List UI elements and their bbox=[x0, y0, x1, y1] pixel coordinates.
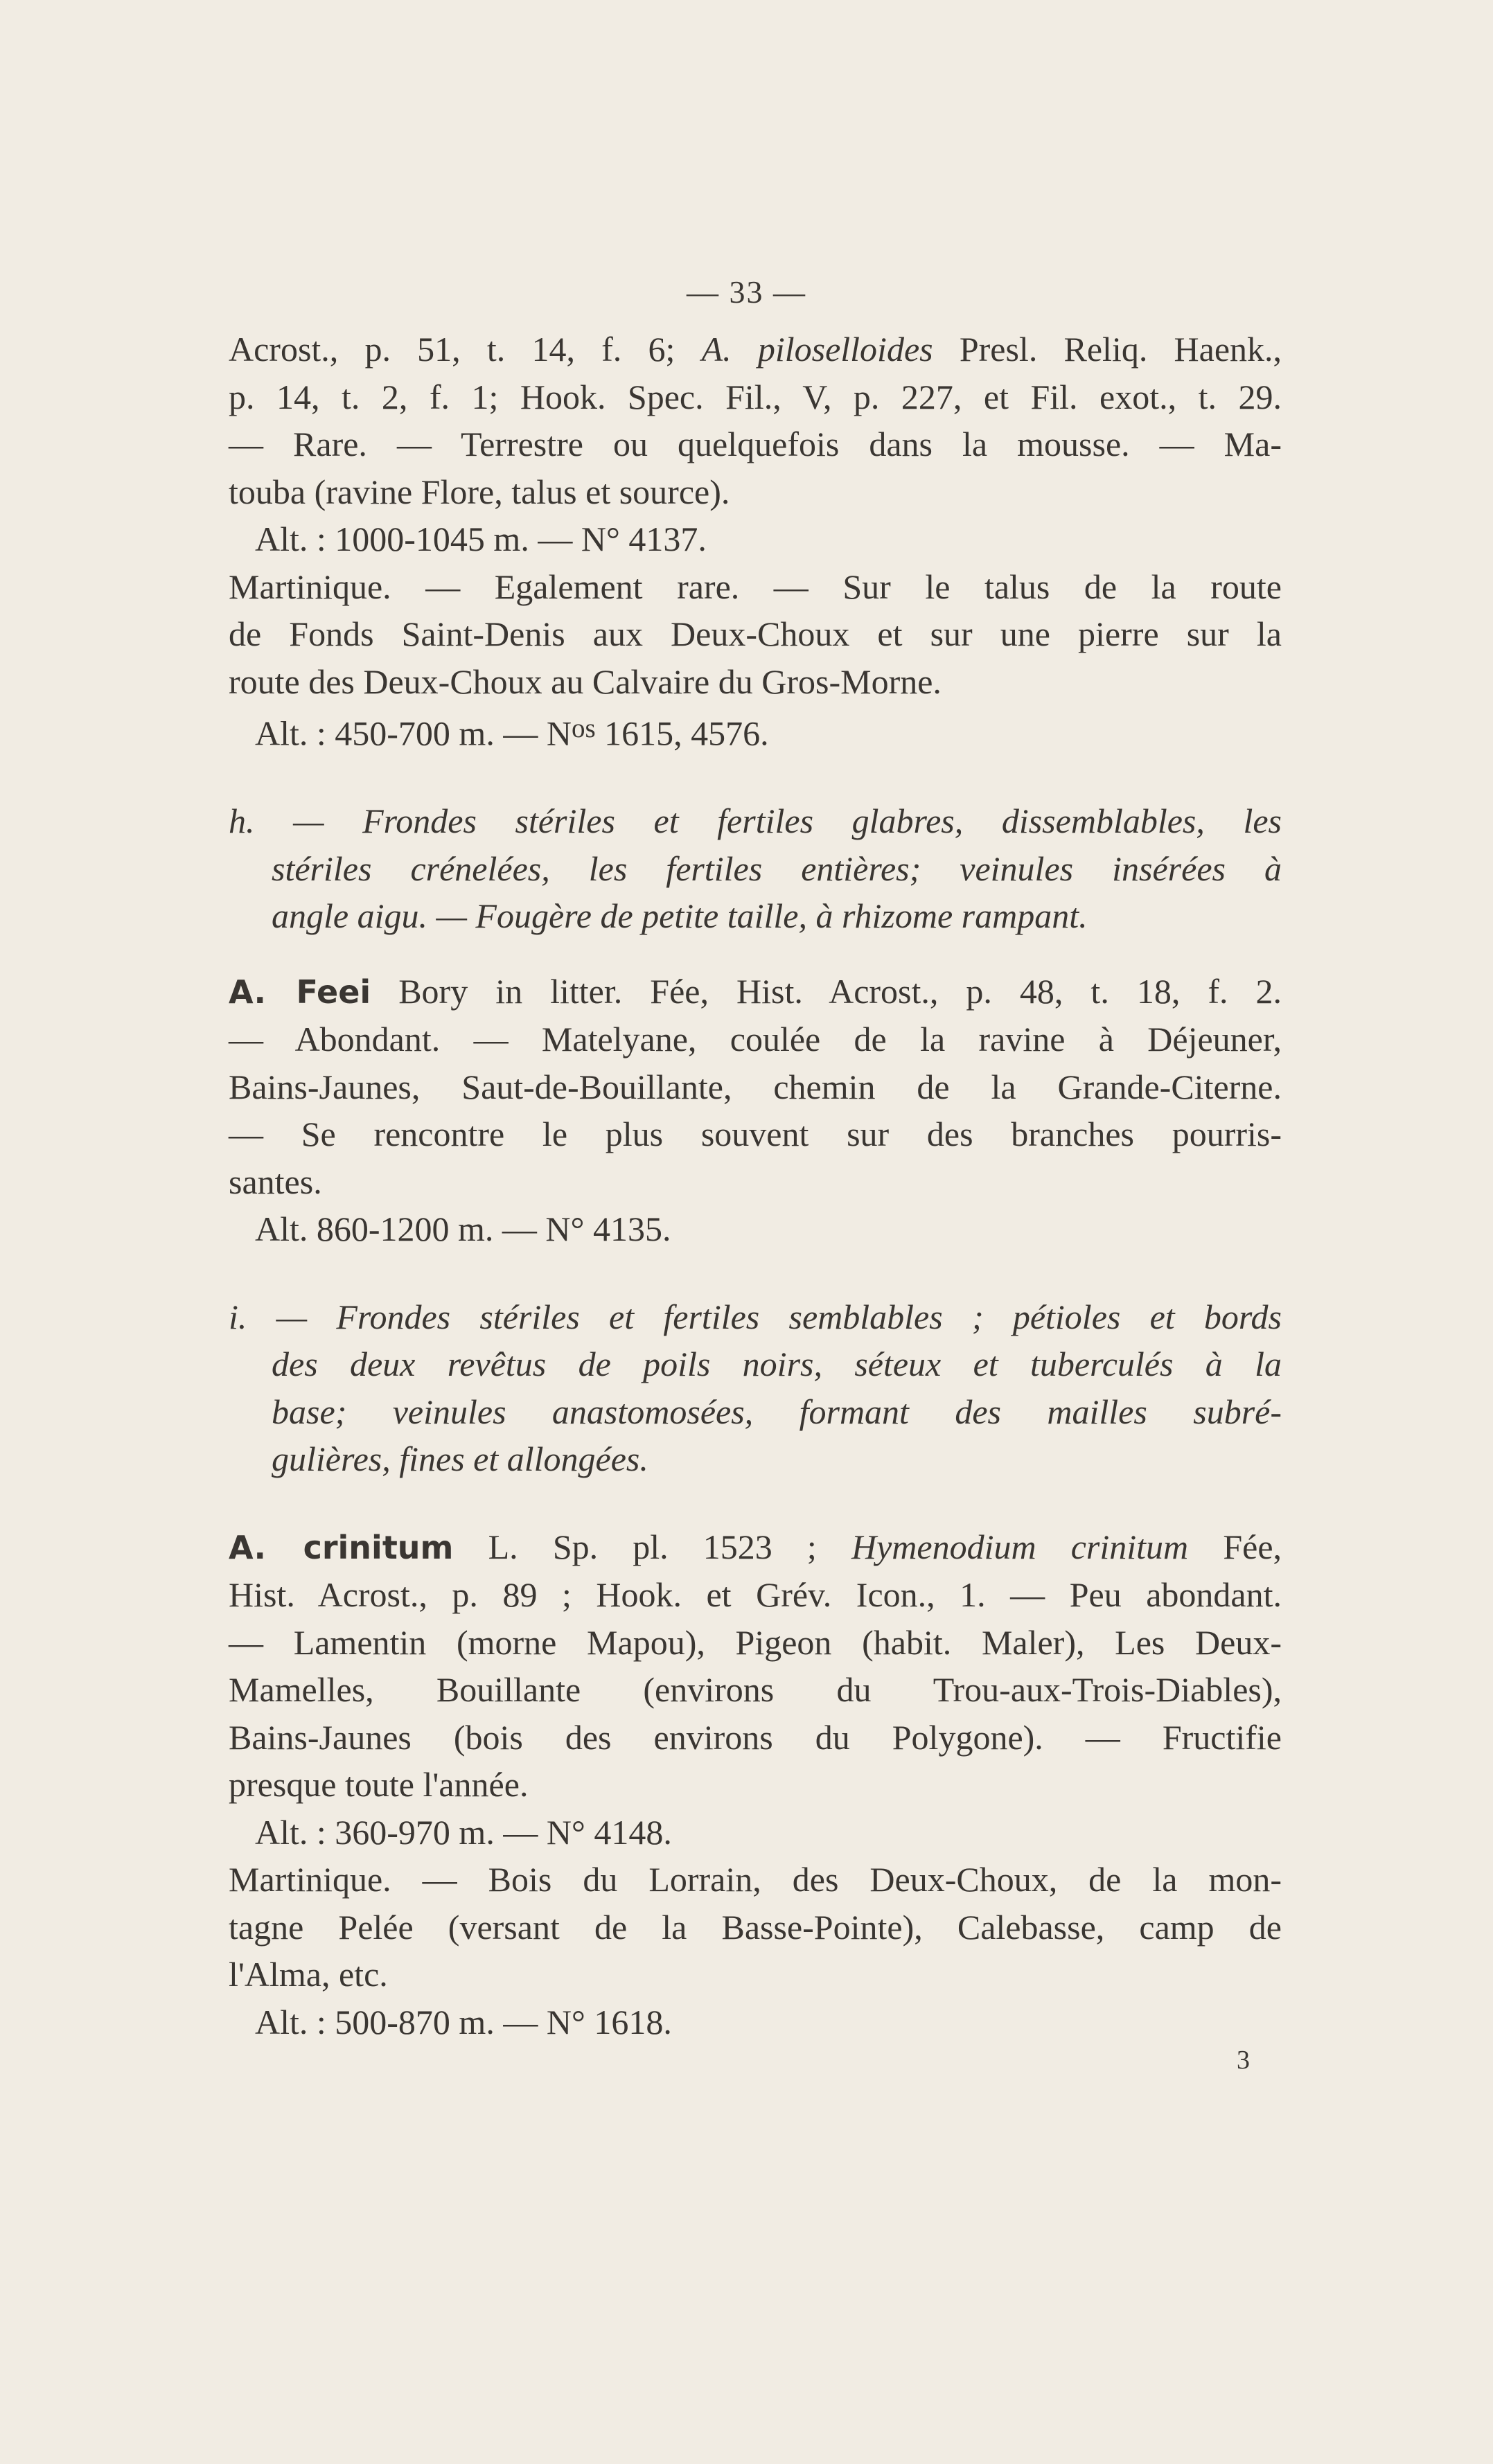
altitude-line: Alt. : 450-700 m. — $N^{os}$ 1615, 4576. bbox=[255, 714, 769, 753]
page-folio: — 33 — bbox=[687, 274, 806, 310]
key-line: gulières, fines et allongées. bbox=[272, 1439, 648, 1479]
text-line: Martinique. — Egalement rare. — Sur le talus de la route bbox=[229, 567, 1282, 606]
text-line: p. 14, t. 2, f. 1; Hook. Spec. Fil., V, p. 227, et Fil. exot., t. 29. bbox=[229, 377, 1282, 416]
text-line: Hist. Acrost., p. 89 ; Hook. et Grév. Icon., 1. — Peu abondant. bbox=[229, 1575, 1282, 1615]
text-line: — Rare. — Terrestre ou quelquefois dans la mousse. — Ma- bbox=[229, 425, 1282, 463]
species-entry-feei: A. Feei Bory in litter. Fée, Hist. Acrost., p. 48, t. 18, f. 2. bbox=[229, 971, 1282, 1011]
species-name: A. piloselloides bbox=[701, 330, 933, 369]
altitude-line: Alt. 860-1200 m. — N° 4135. bbox=[255, 1209, 671, 1249]
key-line: i. — Frondes stériles et fertiles semblables ; pétioles et bords bbox=[229, 1297, 1282, 1336]
text-line: santes. bbox=[229, 1162, 322, 1201]
text-line: — Abondant. — Matelyane, coulée de la ravine à Déjeuner, bbox=[229, 1020, 1282, 1059]
key-line: stériles crénelées, les fertiles entières; veinules insérées à bbox=[272, 849, 1282, 888]
text-line: touba (ravine Flore, talus et source). bbox=[229, 472, 730, 511]
species-heading: A. crinitum bbox=[229, 1528, 454, 1566]
text-line: Bains-Jaunes (bois des environs du Polygone). — Fructifie bbox=[229, 1717, 1282, 1757]
text-line: l'Alma, etc. bbox=[229, 1955, 388, 1994]
text-line: — Lamentin (morne Mapou), Pigeon (habit. Maler), Les Deux- bbox=[229, 1622, 1282, 1662]
altitude-line: Alt. : 500-870 m. — N° 1618. bbox=[255, 2002, 672, 2041]
key-line: des deux revêtus de poils noirs, séteux et tuberculés à la bbox=[272, 1345, 1282, 1384]
altitude-line: Alt. : 1000-1045 m. — N° 4137. bbox=[255, 520, 707, 558]
text-line: — Se rencontre le plus souvent sur des branches pourris- bbox=[229, 1115, 1282, 1154]
text-line: tagne Pelée (versant de la Basse-Pointe), Calebasse, camp de bbox=[229, 1907, 1282, 1947]
text-line: de Fonds Saint-Denis aux Deux-Choux et sur une pierre sur la bbox=[229, 614, 1282, 653]
text-line: Acrost., p. 51, t. 14, f. 6; A. piloselloides Presl. Reliq. Haenk., bbox=[229, 330, 1282, 369]
text-line: Mamelles, Bouillante (environs du Trou-aux-Trois-Diables), bbox=[229, 1670, 1282, 1710]
key-line: h. — Frondes stériles et fertiles glabres, dissemblables, les bbox=[229, 801, 1282, 841]
signature-number: 3 bbox=[1237, 2046, 1250, 2075]
key-line: angle aigu. — Fougère de petite taille, à rhizome rampant. bbox=[272, 896, 1088, 936]
body-text bbox=[229, 326, 1282, 2046]
altitude-line: Alt. : 360-970 m. — N° 4148. bbox=[255, 1812, 672, 1852]
text-line: route des Deux-Choux au Calvaire du Gros-Morne. bbox=[229, 662, 942, 701]
text-line: Martinique. — Bois du Lorrain, des Deux-Choux, de la mon- bbox=[229, 1860, 1282, 1899]
text-line: presque toute l'année. bbox=[229, 1765, 529, 1805]
species-entry-crinitum: A. crinitum L. Sp. pl. 1523 ; Hymenodium crinitum Fée, bbox=[229, 1527, 1282, 1566]
species-heading: A. Feei bbox=[229, 973, 371, 1011]
text-line: Bains-Jaunes, Saut-de-Bouillante, chemin de la Grande-Citerne. bbox=[229, 1067, 1282, 1106]
key-line: base; veinules anastomosées, formant des mailles subré- bbox=[272, 1392, 1282, 1431]
